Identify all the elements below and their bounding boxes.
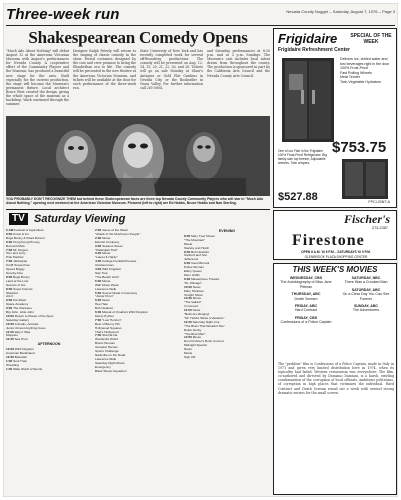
listing-program: Sea Hunt bbox=[14, 337, 28, 342]
listing-program: Roller Derby bbox=[184, 327, 202, 332]
listing-program: Super Friends bbox=[13, 286, 33, 291]
movie-title: Confessions of a Police Captain bbox=[280, 320, 332, 325]
listing-time: 6:00 bbox=[6, 231, 14, 236]
special-of-week: SPECIAL OF THE WEEK bbox=[350, 33, 392, 45]
saturday-viewing-title: Saturday Viewing bbox=[34, 213, 126, 225]
listing-time: 12:00 bbox=[184, 335, 193, 340]
store-address: GLENBROOK PLAZA SHOPPING CENTER bbox=[304, 255, 368, 259]
listing-time: 2:00 bbox=[95, 229, 103, 232]
listing-program: "Laurel & Hardy" bbox=[95, 255, 118, 260]
listing-program: Saturday Night Live bbox=[192, 319, 220, 324]
listing-program: Bob Newhart bbox=[191, 249, 209, 254]
listing-program: Sha Na Na bbox=[102, 333, 118, 338]
listing-program: "Dr. Zhivago" bbox=[184, 280, 203, 285]
listing-time: 10:30 bbox=[6, 321, 15, 326]
listing-program: American Bandstand bbox=[6, 351, 35, 356]
listing-program: Sports Challenge bbox=[95, 349, 119, 354]
article-column: Designer Ralph Peterly will return to the staging of classic comedy in the show. Period costumes designed by the cast and crew promise to bring the Elizabethan era to life. The comedy will be presented in the new theatre at the American Victorian Museum, and tickets will be available at the door for each performance of the three-week run. bbox=[73, 49, 136, 90]
store-hours: OPEN 8 A.M. 'til 6 P.M. - SATURDAYS 'til 5 P.M. bbox=[301, 250, 371, 254]
listing-program: "Attack of the Mushroom People" bbox=[95, 231, 141, 236]
movie-entry bbox=[338, 288, 394, 301]
listing-time: 5 AM bbox=[6, 229, 15, 232]
listing-program: Don Kirshner's Rock Concert bbox=[184, 339, 224, 344]
listing-program: News bbox=[102, 298, 110, 303]
listing-time: 8:00 bbox=[6, 274, 14, 279]
listing-program: Animals, Animals bbox=[14, 321, 39, 326]
listing-time: 9:00 bbox=[6, 298, 14, 303]
listing-program: Bud and Mick bbox=[6, 243, 25, 248]
listing-time: 1:30 bbox=[6, 366, 14, 371]
movie-entry bbox=[278, 276, 334, 289]
listing-time: 12:00 bbox=[6, 347, 15, 352]
model-number: FPCI-20NT-A bbox=[368, 200, 390, 204]
listing-program: Greatest Heroes bbox=[95, 345, 118, 350]
movie-day: SATURDAY, NBC bbox=[351, 276, 381, 280]
listing-program: Movie bbox=[102, 251, 111, 256]
listing-program: Wonderful World bbox=[95, 337, 118, 342]
feature-item: Meat Tender bbox=[340, 75, 360, 80]
listing-program: Way It Was bbox=[14, 329, 31, 334]
listing-time: 10:00 bbox=[6, 313, 15, 318]
listing-program: Hollywood Squares bbox=[95, 325, 122, 330]
listing-time: 3:30 bbox=[95, 251, 103, 256]
movie-title: There Was a Crooked Man bbox=[344, 280, 388, 285]
listing-program: Mr. Rogers bbox=[13, 247, 29, 252]
listing-time: 11:00 bbox=[6, 329, 15, 334]
listing-program: Movie bbox=[184, 351, 193, 356]
movie-day: WEDNESDAY, CBS bbox=[289, 276, 323, 280]
listing-time: 4:00 bbox=[95, 259, 103, 264]
movie-title: The Adventurers bbox=[352, 308, 380, 313]
second-price: $527.88 bbox=[278, 191, 318, 203]
listing-program: Return to Planet of the Apes bbox=[14, 313, 54, 318]
listing-section-label: EVENING bbox=[218, 229, 236, 233]
listing-time: 4:30 bbox=[95, 267, 103, 272]
listing-program: Saturday Gallery bbox=[6, 317, 30, 322]
listing-program: Wide World of Sports bbox=[13, 366, 43, 371]
movie-day: SATURDAY, ABC bbox=[351, 287, 381, 292]
listing-program: News bbox=[192, 284, 201, 289]
listing-program: Wrestling bbox=[6, 362, 19, 367]
article-column: State University of New York and has recently completed work for several off-Broadway productions. The comedy will be presented on Aug. 12, 14, 15, 20, 21, 22, 26, and 28. Tickets will go on sale Monday at Shaw's Antiques or Gold Flat Gardens in Nevada City, or the Bookseller in Grass Valley. For further information call 265-5804. bbox=[140, 49, 203, 90]
firestone-logo: Firestone bbox=[292, 232, 365, 249]
movie-title: Death Scream bbox=[294, 296, 318, 301]
listing-program: Ellery Queen bbox=[184, 269, 202, 274]
refrigerator-icon bbox=[280, 56, 336, 144]
listing-program: "Mr. Hobbs Takes a Vacation" bbox=[184, 315, 225, 320]
listing-time: 11:00 bbox=[184, 308, 193, 313]
movie-entry bbox=[278, 292, 334, 301]
listing-program: Festival of Agriculture bbox=[14, 229, 44, 232]
listing-program: Wild Kingdom bbox=[102, 267, 122, 272]
article-column: and Saturday performances at 8:30 p.m. and at 3 p.m. Sundays. The Museum's cast includes local talent drawn from throughout the county. The production is sponsored in part by the California Arts Council and the Nevada County Arts Council. bbox=[207, 49, 270, 78]
listing-program: Muppets bbox=[6, 333, 18, 338]
listing-program: Electric Company bbox=[95, 239, 120, 244]
newspaper-page bbox=[3, 3, 398, 497]
listing-program: Midnight Special bbox=[184, 343, 207, 348]
listing-column bbox=[6, 229, 92, 495]
listing-program: Baseball bbox=[14, 355, 27, 359]
listing-program: Mary Tyler Moore bbox=[191, 233, 216, 238]
folio: Nevada County Nugget -- Saturday, August 7, 1976 -- Page 3 bbox=[286, 9, 395, 14]
listing-program: Mary Hartman bbox=[184, 288, 204, 293]
movie-entry bbox=[338, 304, 394, 313]
movie-entry bbox=[278, 304, 334, 313]
listing-time: 11:30 bbox=[6, 337, 15, 342]
listing-program: Big John, Little John bbox=[6, 310, 34, 315]
listing-program: Star Trek bbox=[95, 270, 108, 275]
listing-program: The Monkees bbox=[13, 306, 32, 311]
article-headline: Shakespearean Comedy Opens bbox=[28, 28, 248, 47]
listing-time: 8:00 bbox=[184, 233, 192, 238]
listing-time: 8:30 bbox=[6, 286, 14, 291]
listing-program: "Junior Prom" bbox=[95, 294, 114, 299]
listing-program: Shazam! bbox=[6, 290, 19, 295]
listing-time: 8:30 bbox=[184, 249, 192, 254]
listing-program: Game of the Week bbox=[102, 229, 128, 232]
listing-time: 11:30 bbox=[184, 319, 193, 324]
listing-time: 6:30 bbox=[95, 310, 103, 315]
listing-program: "Lost Horizon" bbox=[102, 317, 122, 322]
movies-col-right bbox=[338, 276, 394, 328]
listing-entry bbox=[6, 368, 92, 372]
movie-title: On a Clear Day You Can See Forever bbox=[342, 292, 390, 301]
listing-program: Masterpiece Theatre bbox=[191, 276, 220, 281]
listing-program: Soccer Made in Germany bbox=[102, 290, 138, 295]
feature-item: Twin Vegetable Hydrators bbox=[340, 79, 381, 84]
listing-program: Tom and Jerry bbox=[6, 251, 26, 256]
saturday-viewing-header bbox=[6, 213, 270, 227]
listing-program: Emergency bbox=[95, 364, 111, 369]
listing-program: News bbox=[184, 347, 192, 352]
listing-program: Ark II bbox=[6, 294, 14, 299]
movies-title: THIS WEEK'S MOVIES bbox=[292, 265, 378, 274]
listing-program: Wild Kingdom bbox=[14, 347, 34, 352]
listing-program: In Concert bbox=[184, 304, 199, 309]
listing-time: 7:30 bbox=[6, 259, 14, 264]
listing-entry bbox=[184, 356, 270, 360]
listing-program: Krofft Supershow bbox=[6, 263, 30, 268]
listing-program: Tonight Show bbox=[184, 292, 203, 297]
listing-program: Bugs Bunny & Road Runner bbox=[6, 235, 45, 240]
listing-program: Sign Off bbox=[184, 355, 196, 359]
listing-program: "The Valiant" bbox=[184, 300, 202, 305]
photo-caption: YOU PROBABLY DON'T RECOGNIZE THEM but behind these Shakespearean faces are three top Nevada County Community Players who will star in "Much Ado About Nothing," opening next weekend at the American Victorian Museum. Pictured (left to right) are Ed Hobbs, Bruce Hobbs and Nan Sterling. bbox=[6, 197, 264, 206]
tv-listings bbox=[6, 229, 270, 495]
feature-item: Delivers ice, chilled water and two beverages right in the door bbox=[340, 57, 390, 66]
listing-program: Merv Griffin bbox=[184, 272, 200, 277]
listing-time: 6:30 bbox=[6, 239, 14, 244]
fischers-ad bbox=[273, 210, 397, 260]
listing-program: Secrets of Isis bbox=[6, 282, 26, 287]
movie-title: The Autobiography of Miss Jane Pittman bbox=[280, 280, 332, 289]
listing-time: 10:00 bbox=[184, 284, 193, 289]
cast-photo-image bbox=[6, 116, 270, 196]
listing-program: Jeffersons bbox=[184, 257, 199, 262]
listing-program: Hong Kong Phooey bbox=[13, 239, 40, 244]
listing-program: Sesame Street bbox=[102, 243, 123, 248]
listing-program: Movie bbox=[102, 235, 111, 240]
listing-program: Outdoorsman bbox=[95, 263, 114, 268]
listing-column bbox=[95, 229, 181, 495]
tv-badge: TV bbox=[9, 213, 28, 225]
listing-time: 2:30 bbox=[95, 235, 103, 240]
listing-program: Police Woman bbox=[184, 265, 204, 270]
movies-col-left bbox=[278, 276, 334, 328]
listing-program: Bugs Bunny bbox=[13, 274, 30, 279]
listing-time: 12:30 bbox=[6, 355, 15, 359]
movie-entry bbox=[338, 276, 394, 285]
listing-program: Soul Train bbox=[13, 358, 27, 363]
listing-program: Lawrence Welk bbox=[95, 356, 117, 361]
listing-program: Knots & Co. bbox=[13, 231, 30, 236]
movies-schedule bbox=[278, 276, 394, 328]
page-header bbox=[3, 6, 398, 26]
listing-time: 5:00 bbox=[95, 278, 103, 283]
listing-entry bbox=[95, 370, 181, 374]
listing-time: 5:30 bbox=[95, 290, 103, 295]
article-column: "Much Ado About Nothing" will debut August 12 at the American Victorian Museum with August's performances for Nevada County. A cooperative effort of the Community Players and the Museum, has produced a beautiful new stage for the area. Built especially for the current production, the stage will become the Museum's permanent fixture. Local architect Bruce West created the design, giving the whole space of the museum as a backdrop. Work continued through the summer. bbox=[6, 49, 69, 107]
listing-program: "The Beach Girls" bbox=[95, 274, 120, 279]
listing-program: Jabberjaw bbox=[13, 259, 28, 264]
listing-program: Black Sheep Squadron bbox=[95, 368, 127, 373]
movie-day: THURSDAY, ABC bbox=[291, 292, 321, 297]
ad-fine-print: One of our Flair in the Frigidaire 100% Frost-Proof Refrigerator. Big family-size top freezer, Adjustable shelves, Twin crispers. bbox=[278, 149, 327, 165]
listing-time: 7:30 bbox=[95, 333, 103, 338]
listing-program: Sanford and Son bbox=[184, 253, 208, 258]
movie-entry bbox=[278, 316, 334, 325]
listing-time: 10:30 bbox=[184, 296, 193, 301]
listing-time: 6:00 bbox=[95, 298, 103, 303]
listing-program: Carol Burnett bbox=[191, 261, 210, 266]
feature-item: 100% Frost-Proof bbox=[340, 66, 369, 71]
listing-program: Mutual of Omaha's Wild Kingdom bbox=[102, 310, 148, 315]
movie-day: SUNDAY, ABC bbox=[353, 304, 379, 309]
listing-time: 3:00 bbox=[95, 243, 103, 248]
fischers-name: Fischer's bbox=[343, 212, 390, 226]
listing-time: 9:00 bbox=[184, 261, 192, 266]
listing-program: "Hallelujah Trail" bbox=[95, 247, 118, 252]
listing-program: Speed Buggy bbox=[6, 267, 25, 272]
listing-program: Movie bbox=[102, 278, 111, 283]
listing-program: News bbox=[192, 308, 201, 313]
listing-program: Scooby-Doo bbox=[6, 270, 24, 275]
listing-program: "Bells Are Ringing" bbox=[184, 312, 210, 317]
listing-program: Land of the Lost bbox=[6, 278, 29, 283]
this-weeks-movies bbox=[273, 263, 397, 495]
listing-program: Lawrence Welk bbox=[95, 286, 117, 291]
listing-program: "The Best Man" bbox=[184, 331, 206, 336]
listing-program: Movie bbox=[192, 335, 202, 340]
listing-program: Saturday Night Movie bbox=[95, 360, 125, 365]
listing-time: 9:30 bbox=[184, 276, 192, 281]
run-head: Three-week run bbox=[6, 6, 120, 23]
listing-program: Movie bbox=[192, 296, 202, 301]
listing-time: 7:00 bbox=[95, 317, 103, 322]
listing-program: Space Academy bbox=[6, 302, 29, 307]
listing-program: "The Mountain" bbox=[184, 237, 206, 242]
listing-program: Bob Newhart bbox=[95, 306, 113, 311]
listing-program: Nashville on the Road bbox=[95, 353, 126, 357]
listing-program: "The Brain That Wouldn't Die" bbox=[184, 323, 225, 328]
listing-time: 9:30 bbox=[6, 306, 14, 311]
header-rule bbox=[6, 25, 395, 26]
listing-column bbox=[184, 229, 270, 495]
movie-day: FRIDAY, ABC bbox=[294, 304, 318, 309]
listing-program: Bionic Woman bbox=[95, 341, 115, 346]
section-rule bbox=[6, 209, 270, 210]
listing-program: College Football Preview bbox=[102, 259, 137, 264]
movie-title: Hard Contract bbox=[294, 308, 318, 313]
main-price: $753.75 bbox=[332, 139, 387, 156]
listing-time: 1:00 bbox=[6, 358, 14, 363]
listing-program: Pink Panther bbox=[6, 255, 24, 260]
listing-program: Best of Benny Hill bbox=[95, 321, 120, 326]
listing-section-label: AFTERNOON bbox=[37, 342, 61, 347]
listing-program: Monty Python bbox=[95, 313, 114, 318]
listing-program: That's Hollywood bbox=[95, 329, 119, 334]
listing-program: Movie bbox=[184, 241, 193, 246]
listing-program: Junior Almost Anything Goes bbox=[6, 325, 46, 330]
movie-day: FRIDAY, CBS bbox=[294, 315, 318, 320]
frigidaire-brand: Frigidaire bbox=[278, 31, 338, 46]
listing-program: Fat Albert bbox=[13, 298, 27, 303]
fischers-phone: 273-2387 bbox=[371, 226, 388, 230]
ad-subtitle: Frigidaire Refreshment Center bbox=[278, 47, 350, 53]
listing-program: Hee Haw bbox=[95, 302, 108, 307]
frigidaire-ad bbox=[273, 28, 397, 208]
listing-time: 7:00 bbox=[6, 247, 14, 252]
refrigerator-small-icon bbox=[340, 157, 390, 201]
listing-program: Starsky and Hutch bbox=[184, 245, 210, 250]
feature-list bbox=[340, 57, 394, 85]
cast-photo bbox=[6, 116, 270, 196]
listing-program: Wall Street Week bbox=[95, 282, 119, 287]
feature-item: Fast Rolling Wheels bbox=[340, 70, 372, 75]
movies-review: The "problem" film is Confessions of a Police Captain, made in Italy in 1971 and given very limited distribution here in 1974, when its topicality had faded. Western revisionism was everywhere. The film, co-authored and directed by Damiano Damiani, is a harsh, swirling condemnation of the corruption of local officials, ambitious politicians, of corruption in high places that victimizes the individual. Hard Contract and Death Scream round out a week with several strong dramatic entries for the small screen. bbox=[278, 362, 394, 395]
